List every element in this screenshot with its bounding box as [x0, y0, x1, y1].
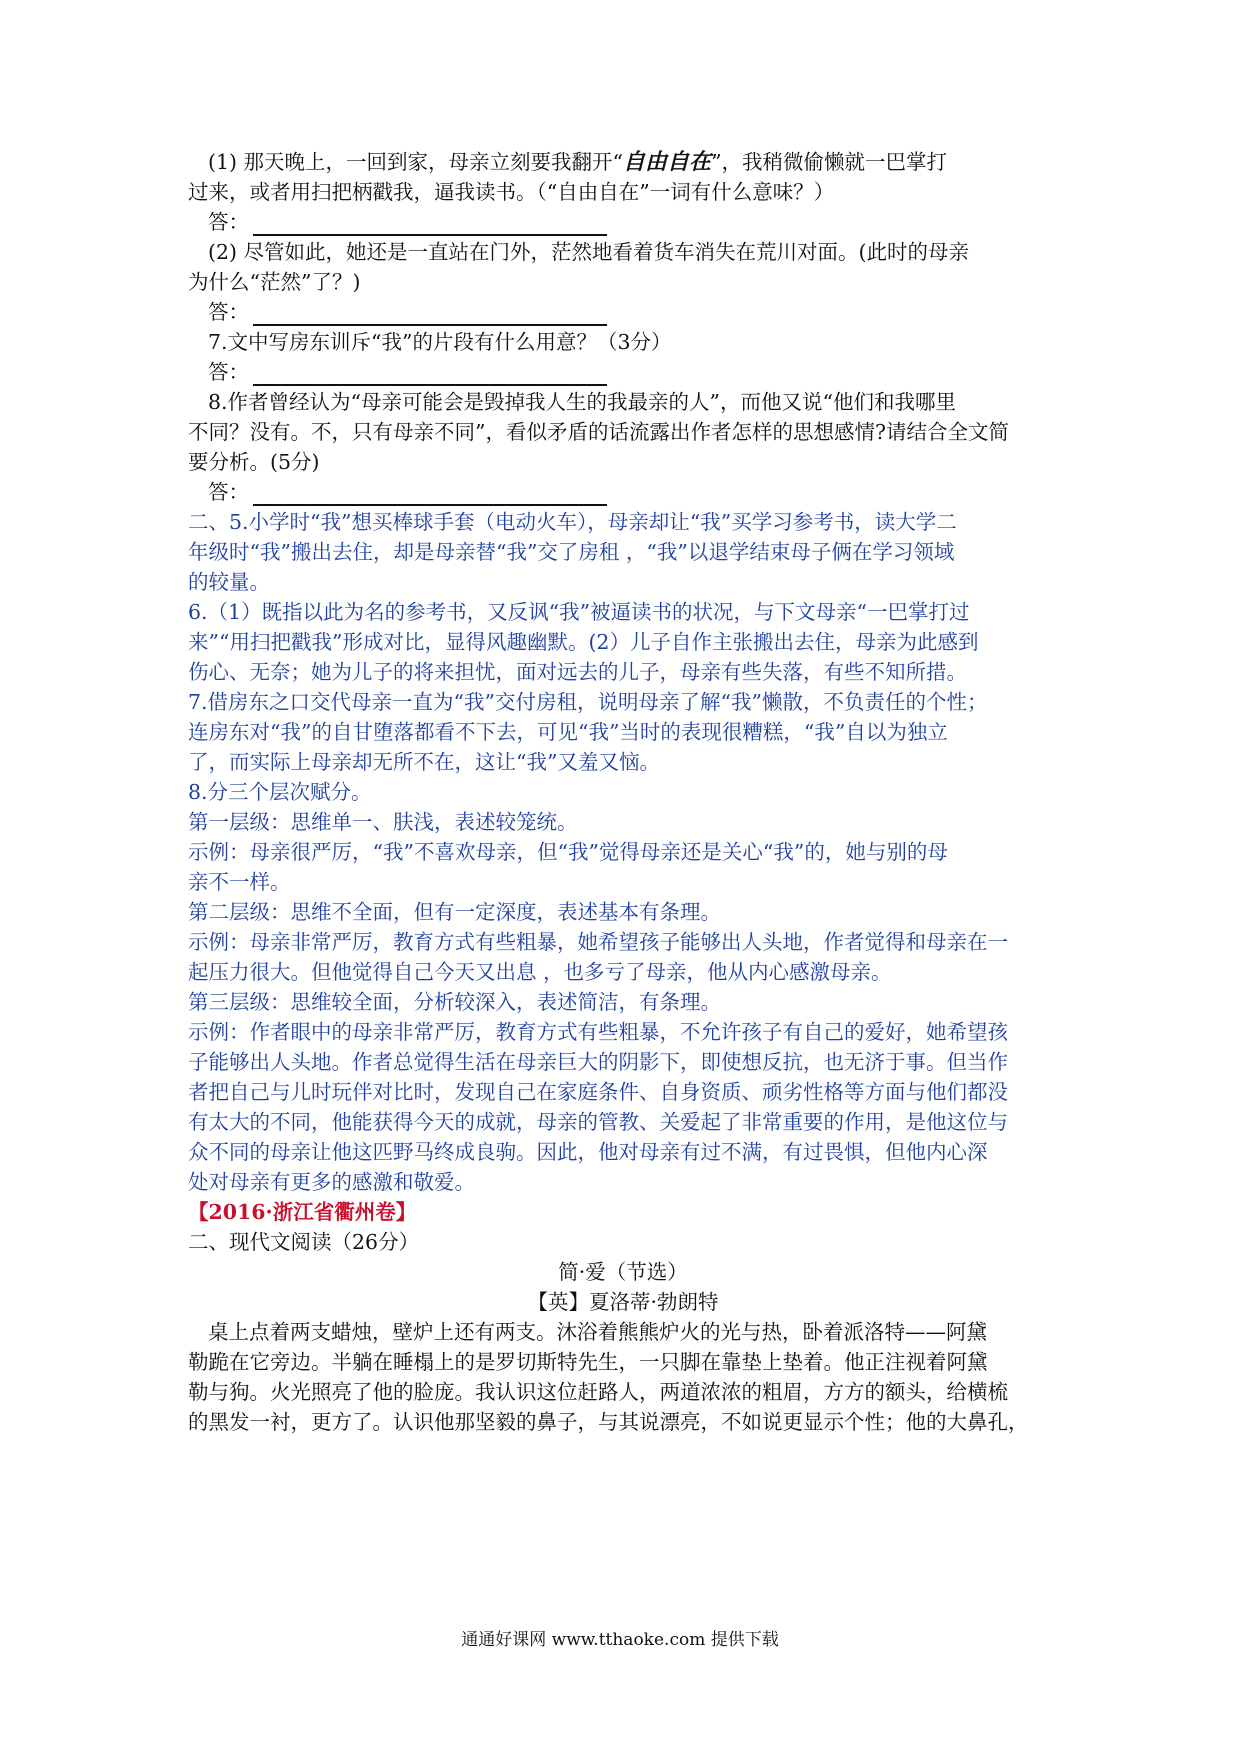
passage-line-1: 桌上点着两支蜡烛，壁炉上还有两支。沐浴着熊熊炉火的光与热，卧着派洛特——阿黛: [208, 1320, 987, 1344]
answer-key-5-line-3: 的较量。: [188, 570, 270, 594]
passage-line-2: 勒跪在它旁边。半躺在睡榻上的是罗切斯特先生，一只脚在靠垫上垫着。他正注视着阿黛: [188, 1350, 988, 1374]
question-text: (1) 那天晚上，一回到家，母亲立刻要我翻开“: [208, 150, 624, 174]
question-8-line-1: 8.作者曾经认为“母亲可能会是毁掉我人生的我最亲的人”，而他又说“他们和我哪里: [208, 390, 956, 414]
answer-blank[interactable]: [253, 482, 607, 506]
answer-key-8-intro: 8.分三个层次赋分。: [188, 780, 372, 804]
answer-key-8-level-1: 第一层级：思维单一、肤浅，表述较笼统。: [188, 810, 578, 834]
question-8-line-2: 不同？没有。不，只有母亲不同”，看似矛盾的话流露出作者怎样的思想感情?请结合全文简: [188, 420, 1009, 444]
question-7: 7.文中写房东训斥“我”的片段有什么用意？（3分）: [208, 330, 672, 354]
answer-label: 答：: [208, 300, 249, 324]
answer-key-5-line-2: 年级时“我”搬出去住，却是母亲替“我”交了房租 ，“我”以退学结束母子俩在学习领域: [188, 540, 955, 564]
question-8-line-3: 要分析。(5分): [188, 450, 320, 474]
answer-key-7-line-1: 7.借房东之口交代母亲一直为“我”交付房租，说明母亲了解“我”懒散，不负责任的个性；: [188, 690, 988, 714]
answer-key-8-example-3d: 有太大的不同，他能获得今天的成就，母亲的管教、关爱起了非常重要的作用，是他这位与: [188, 1110, 1008, 1134]
passage-line-4: 的黑发一衬，更方了。认识他那坚毅的鼻子，与其说漂亮，不如说更显示个性；他的大鼻孔，: [188, 1410, 1029, 1434]
answer-key-8-example-3c: 者把自己与儿时玩伴对比时，发现自己在家庭条件、自身资质、顽劣性格等方面与他们都没: [188, 1080, 1008, 1104]
answer-key-8-level-2: 第二层级：思维不全面，但有一定深度，表述基本有条理。: [188, 900, 721, 924]
question-6-2-line-1: (2) 尽管如此，她还是一直站在门外，茫然地看着货车消失在荒川对面。(此时的母亲: [208, 240, 970, 264]
answer-line-1[interactable]: [208, 208, 607, 236]
answer-key-8-example-3b: 子能够出人头地。作者总觉得生活在母亲巨大的阴影下，即使想反抗，也无济于事。但当作: [188, 1050, 1008, 1074]
answer-key-8-example-2b: 起压力很大。但他觉得自己今天又出息 ，也多亏了母亲，他从内心感激母亲。: [188, 960, 892, 984]
section-heading: 二、现代文阅读（26分）: [188, 1230, 420, 1254]
question-6-1-line-2: 过来，或者用扫把柄戳我，逼我读书。（“自由自在”一词有什么意味？）: [188, 180, 835, 204]
answer-key-7-line-3: 了，而实际上母亲却无所不在，这让“我”又羞又恼。: [188, 750, 660, 774]
answer-key-6-line-2: 来”“用扫把戳我”形成对比，显得风趣幽默。(2）儿子自作主张搬出去住，母亲为此感到: [188, 630, 979, 654]
answer-label: 答：: [208, 480, 249, 504]
question-6-1-line-1: [208, 148, 947, 176]
answer-line-2[interactable]: [208, 298, 607, 326]
answer-line-4[interactable]: [208, 478, 607, 506]
question-text: ”，我稍微偷懒就一巴掌打: [711, 150, 948, 174]
answer-key-8-level-3: 第三层级：思维较全面，分析较深入，表述简洁，有条理。: [188, 990, 721, 1014]
answer-key-8-example-3a: 示例：作者眼中的母亲非常严厉，教育方式有些粗暴，不允许孩子有自己的爱好，她希望孩: [188, 1020, 1008, 1044]
passage-title: 简·爱（节选）: [558, 1260, 688, 1284]
answer-label: 答：: [208, 210, 249, 234]
answer-blank[interactable]: [253, 362, 607, 386]
emphasized-phrase: 自由自在: [623, 149, 712, 175]
passage-author: 【英】夏洛蒂·勃朗特: [527, 1290, 719, 1314]
answer-key-8-example-2a: 示例：母亲非常严厉，教育方式有些粗暴，她希望孩子能够出人头地，作者觉得和母亲在一: [188, 930, 1008, 954]
answer-key-7-line-2: 连房东对“我”的自甘堕落都看不下去，可见“我”当时的表现很糟糕，“我”自以为独立: [188, 720, 948, 744]
answer-line-3[interactable]: [208, 358, 607, 386]
answer-key-8-example-3f: 处对母亲有更多的感激和敬爱。: [188, 1170, 475, 1194]
answer-key-6-line-1: 6.（1）既指以此为名的参考书，又反讽“我”被逼读书的状况，与下文母亲“一巴掌打过: [188, 600, 970, 624]
answer-label: 答：: [208, 360, 249, 384]
answer-blank[interactable]: [253, 212, 607, 236]
answer-key-5-line-1: 二、5.小学时“我”想买棒球手套（电动火车），母亲却让“我”买学习参考书，读大学二: [188, 510, 957, 534]
question-6-2-line-2: 为什么“茫然”了？): [188, 270, 361, 294]
answer-key-8-example-1a: 示例：母亲很严厉，“我”不喜欢母亲，但“我”觉得母亲还是关心“我”的，她与别的母: [188, 840, 948, 864]
answer-key-6-line-3: 伤心、无奈；她为儿子的将来担忧，面对远去的儿子，母亲有些失落，有些不知所措。: [188, 660, 967, 684]
answer-key-8-example-3e: 众不同的母亲让他这匹野马终成良驹。因此，他对母亲有过不满，有过畏惧，但他内心深: [188, 1140, 988, 1164]
passage-line-3: 勒与狗。火光照亮了他的脸庞。我认识这位赶路人，两道浓浓的粗眉，方方的额头，给横梳: [188, 1380, 1008, 1404]
answer-key-8-example-1b: 亲不一样。: [188, 870, 291, 894]
answer-blank[interactable]: [253, 302, 607, 326]
exam-source-heading: 【2016·浙江省衢州卷】: [188, 1200, 417, 1224]
page-footer: 通通好课网 www.tthaoke.com 提供下载: [461, 1630, 779, 1650]
